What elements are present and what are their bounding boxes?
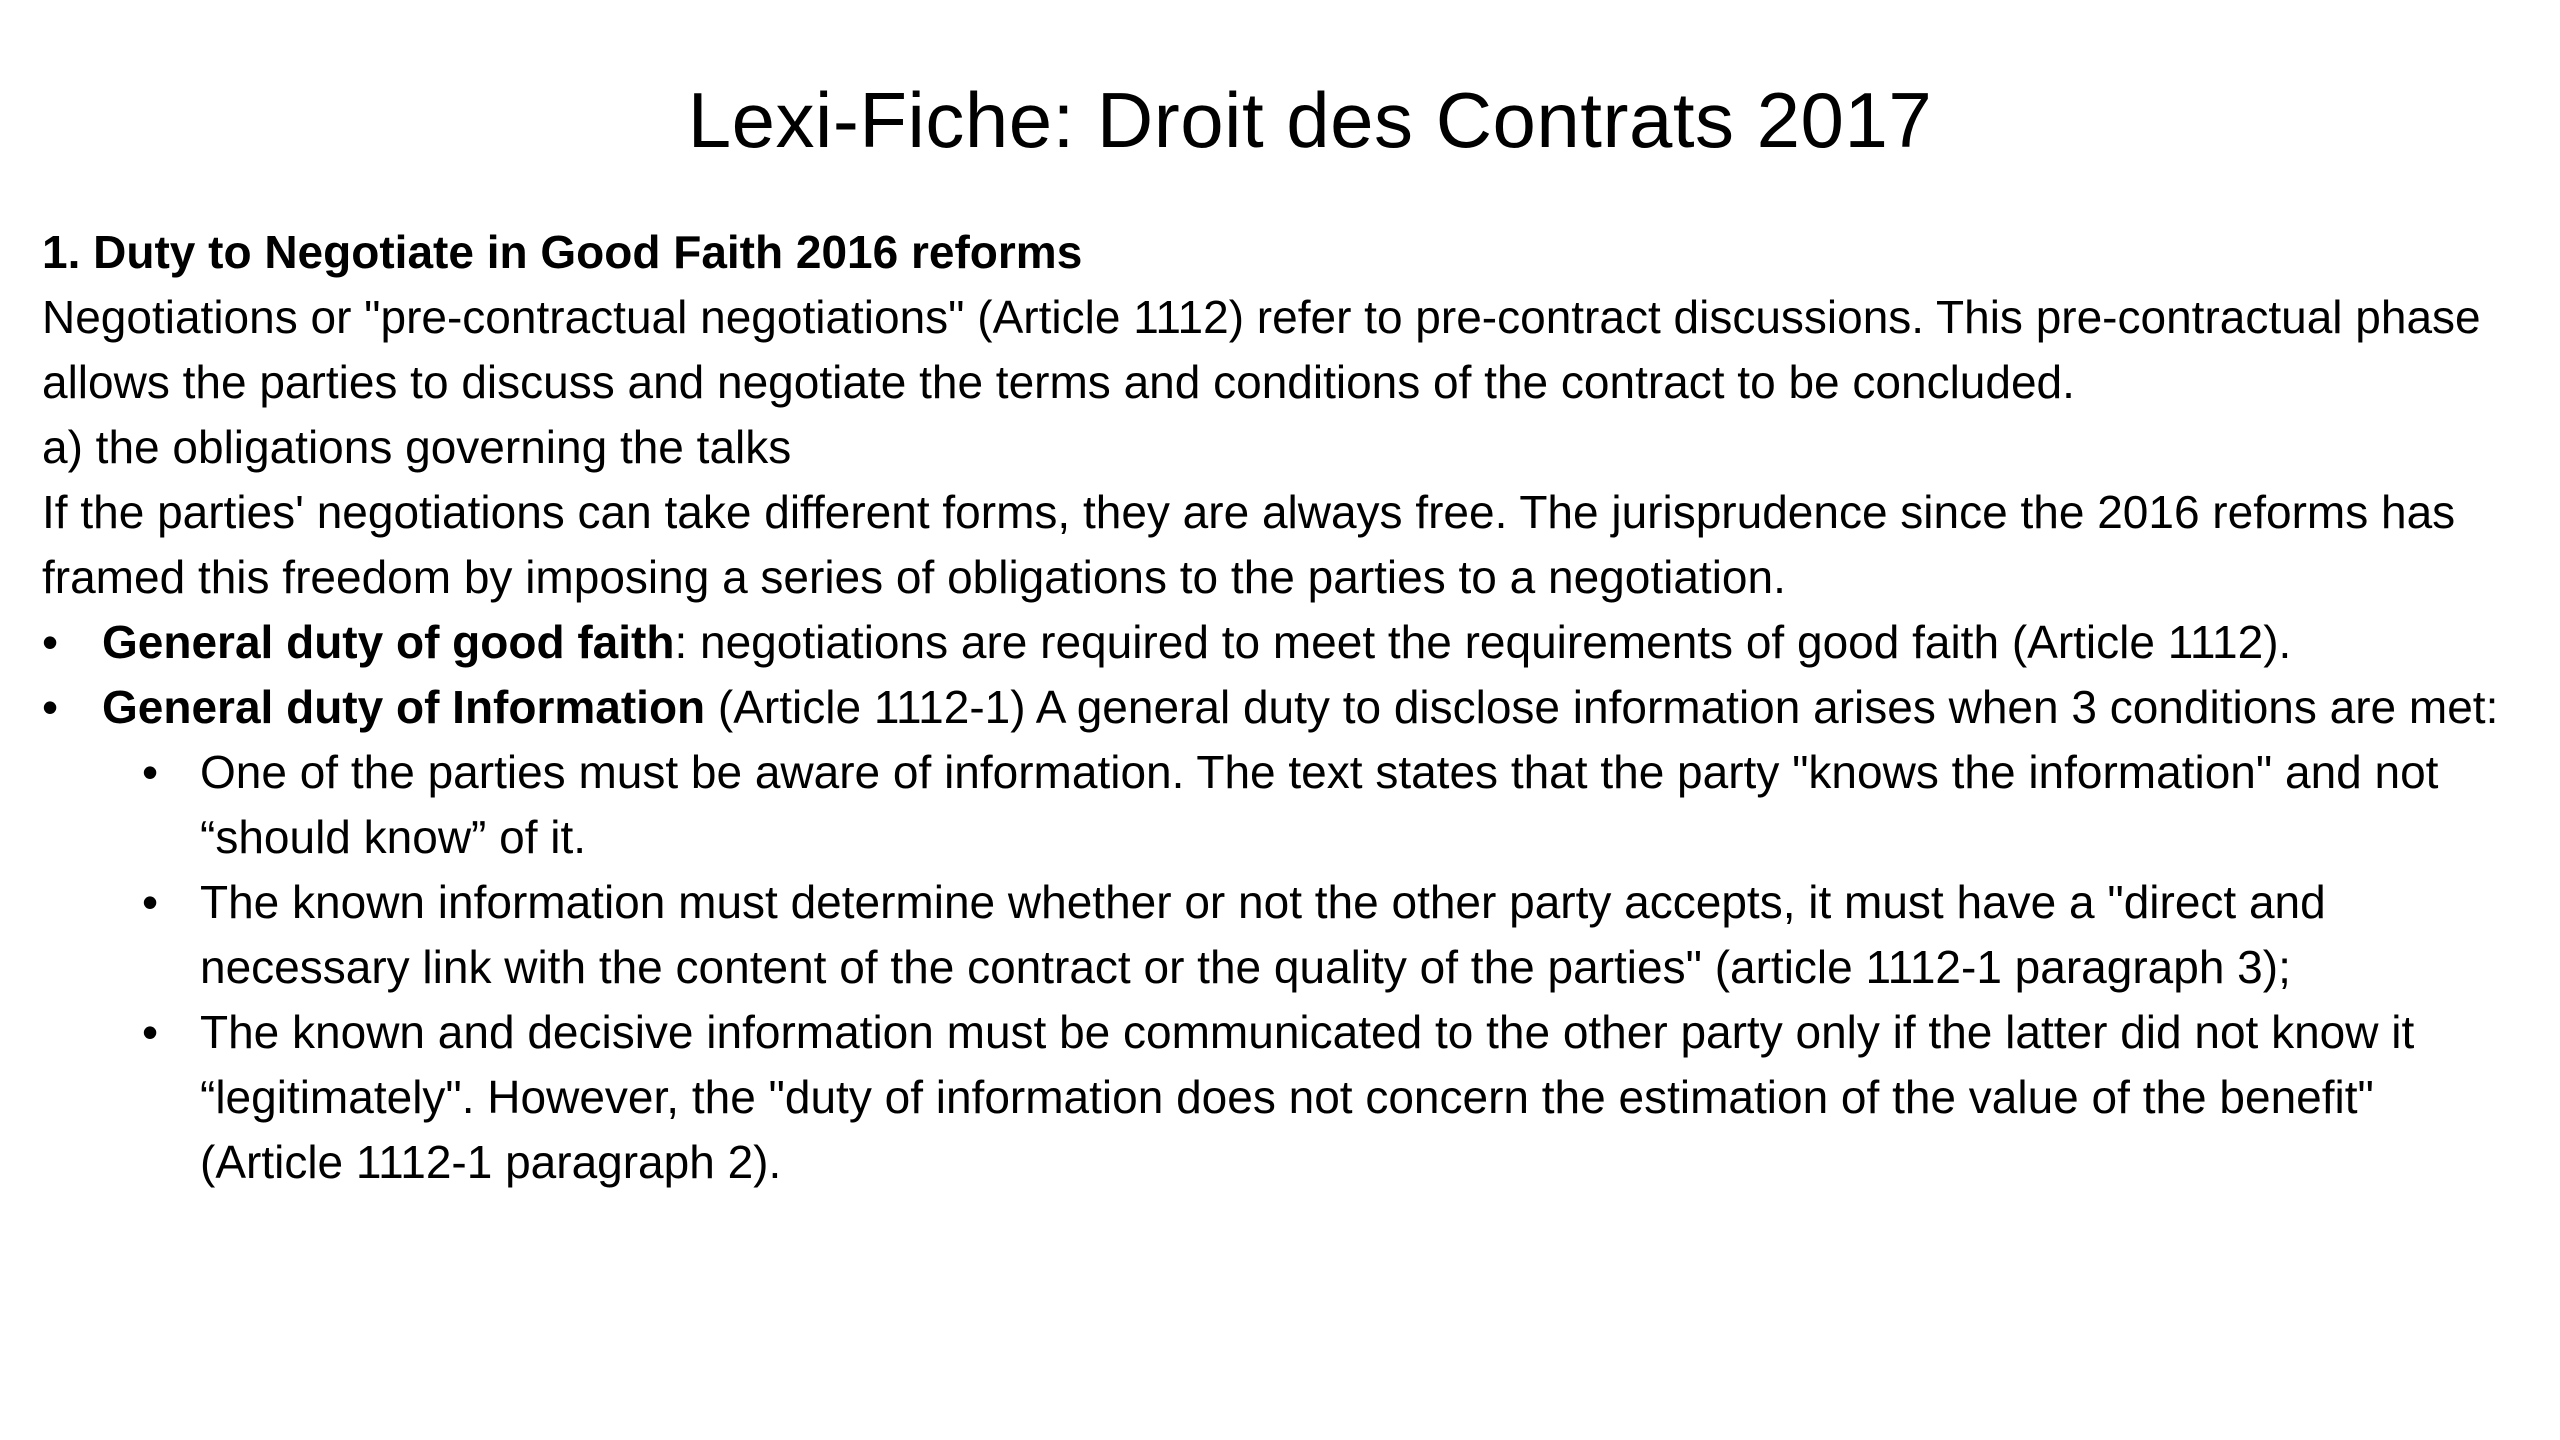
bullet-information-text: (Article 1112-1) A general duty to disclose information arises when 3 conditions are met:: [705, 681, 2499, 733]
slide-title: Lexi-Fiche: Droit des Contrats 2017: [687, 76, 1933, 164]
bullet-information-label: General duty of Information: [102, 681, 706, 733]
section-heading: 1. Duty to Negotiate in Good Faith 2016 reforms: [42, 226, 1083, 278]
subheading: a) the obligations governing the talks: [42, 421, 792, 473]
bullet-good-faith: [42, 610, 2512, 675]
bullet-good-faith-label: General duty of good faith: [102, 616, 675, 668]
bullet-information: [42, 675, 2512, 1195]
bullet-good-faith-text: : negotiations are required to meet the requirements of good faith (Article 1112).: [674, 616, 2292, 668]
framing-paragraph: If the parties' negotiations can take different forms, they are always free. The jurisprudence since the 2016 reforms has framed this freedom by imposing a series of obligations to the parties to a negotiation.: [42, 486, 2456, 603]
sub-bullet-awareness: • One of the parties must be aware of information. The text states that the party "knows the information" and not “should know” of it.: [102, 740, 2512, 870]
sub-bullet-determinative: • The known information must determine whether or not the other party accepts, it must have a "direct and necessary link with the content of the contract or the quality of the parties" (article 1112-1 paragraph 3);: [102, 870, 2512, 1000]
sub-bullet-list: [102, 740, 2512, 1195]
bullet-list: [42, 610, 2512, 1195]
intro-paragraph: Negotiations or "pre-contractual negotiations" (Article 1112) refer to pre-contract discussions. This pre-contractual phase allows the parties to discuss and negotiate the terms and conditions of the contract to be concluded.: [42, 291, 2481, 408]
slide-content: [42, 220, 2512, 1195]
sub-bullet-legitimate-ignorance: • The known and decisive information must be communicated to the other party only if the latter did not know it “legitimately". However, the "duty of information does not concern the estimation of the value of the benefit" (Article 1112-1 paragraph 2).: [102, 1000, 2512, 1195]
